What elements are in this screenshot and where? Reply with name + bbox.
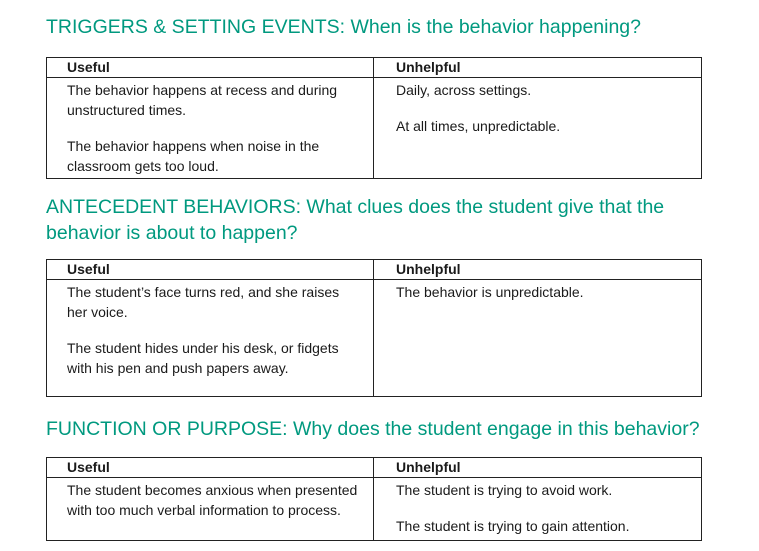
table-header-row (47, 58, 702, 78)
unhelpful-example: Daily, across settings. (396, 82, 532, 98)
unhelpful-column-header: Unhelpful (374, 458, 702, 478)
unhelpful-cell (374, 478, 702, 541)
useful-column-header: Useful (47, 458, 374, 478)
useful-example: The behavior happens when noise in the classroom gets too loud. (67, 138, 320, 174)
useful-example: The behavior happens at recess and during unstructured times. (67, 82, 338, 118)
useful-example: The student hides under his desk, or fidgets with his pen and push papers away. (67, 340, 339, 376)
useful-example: The student’s face turns red, and she raises her voice. (67, 284, 340, 320)
useful-cell (47, 478, 374, 541)
unhelpful-example: The behavior is unpredictable. (396, 284, 584, 300)
useful-column-header: Useful (47, 260, 374, 280)
section-heading-antecedent: ANTECEDENT BEHAVIORS: What clues does the student give that the behavior is about to happen? (46, 196, 665, 244)
unhelpful-example: The student is trying to gain attention. (396, 518, 630, 534)
triggers-table (46, 57, 702, 179)
antecedent-table (46, 259, 702, 397)
unhelpful-cell (374, 78, 702, 179)
table-row (47, 478, 702, 541)
section-heading-triggers: TRIGGERS & SETTING EVENTS: When is the behavior happening? (46, 16, 641, 38)
table-header-row (47, 458, 702, 478)
function-table (46, 457, 702, 541)
useful-cell (47, 78, 374, 179)
unhelpful-column-header: Unhelpful (374, 260, 702, 280)
section-heading-function: FUNCTION OR PURPOSE: Why does the student engage in this behavior? (46, 418, 700, 440)
table-header-row (47, 260, 702, 280)
useful-example: The student becomes anxious when presented with too much verbal information to process. (67, 482, 358, 518)
unhelpful-cell (374, 280, 702, 397)
unhelpful-column-header: Unhelpful (374, 58, 702, 78)
table-row (47, 280, 702, 397)
useful-cell (47, 280, 374, 397)
useful-column-header: Useful (47, 58, 374, 78)
table-row (47, 78, 702, 179)
unhelpful-example: At all times, unpredictable. (396, 118, 561, 134)
unhelpful-example: The student is trying to avoid work. (396, 482, 613, 498)
